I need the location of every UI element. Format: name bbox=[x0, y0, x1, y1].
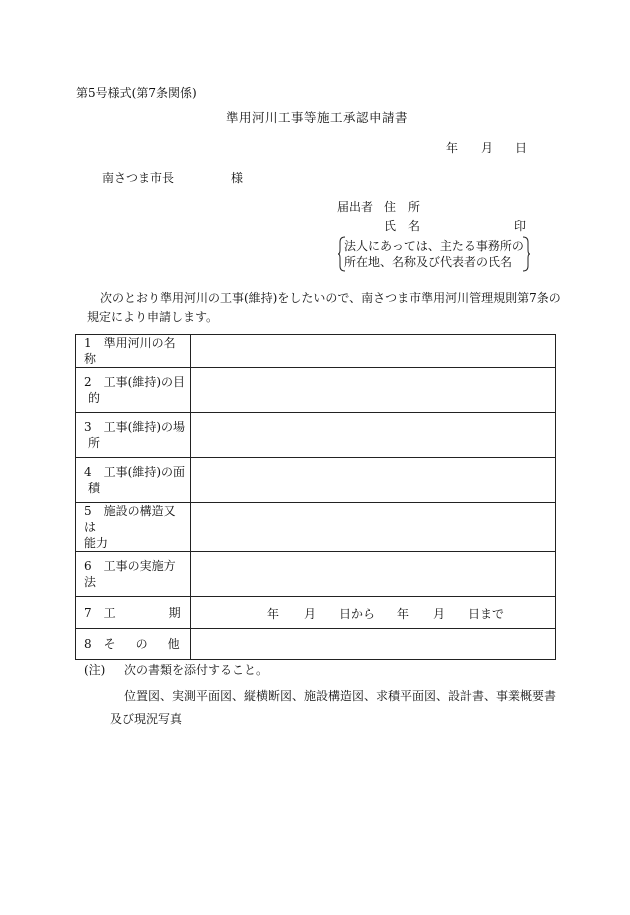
row-label-text-2: 期 bbox=[168, 605, 181, 620]
date-month-label: 月 bbox=[481, 141, 494, 155]
row-label bbox=[76, 458, 191, 503]
row-label-text-2: 他 bbox=[167, 637, 180, 651]
row-number: 7 bbox=[84, 605, 92, 620]
application-table bbox=[75, 334, 556, 660]
row-label bbox=[76, 552, 191, 597]
area-field[interactable] bbox=[191, 458, 556, 503]
table-row bbox=[76, 629, 556, 660]
row-number: 5 bbox=[84, 504, 92, 518]
row-label bbox=[76, 503, 191, 552]
table-row bbox=[76, 597, 556, 629]
table-row bbox=[76, 552, 556, 597]
method-field[interactable] bbox=[191, 552, 556, 597]
date-year-label: 年 bbox=[446, 141, 459, 155]
form-number: 第5号様式(第7条関係) bbox=[76, 86, 197, 100]
row-label-text: そ bbox=[103, 637, 116, 651]
period-to-month: 月 bbox=[433, 607, 446, 621]
row-number: 4 bbox=[84, 465, 92, 479]
body-text-line1: 次のとおり準用河川の工事(維持)をしたいので、南さつま市準用河川管理規則第7条の bbox=[100, 291, 561, 305]
addressee-honorific: 様 bbox=[231, 171, 244, 185]
table-row bbox=[76, 458, 556, 503]
row-label-text: 工事の実施方法 bbox=[84, 559, 176, 589]
name-label: 氏 名 bbox=[384, 219, 421, 233]
table-row bbox=[76, 413, 556, 458]
row-label-text: 工事(維持)の面 bbox=[103, 465, 186, 479]
notes-line3: 及び現況写真 bbox=[110, 712, 183, 726]
row-number: 2 bbox=[84, 375, 92, 389]
river-name-field[interactable] bbox=[191, 335, 556, 368]
row-label-text: 工事(維持)の目 bbox=[103, 375, 186, 389]
corporate-note-line2: 所在地、名称及び代表者の氏名 bbox=[344, 255, 513, 269]
row-label-text: 準用河川の名称 bbox=[84, 336, 176, 366]
purpose-field[interactable] bbox=[191, 368, 556, 413]
row-label bbox=[76, 335, 191, 368]
row-label-text-2: 積 bbox=[88, 481, 101, 495]
notes-line1: 次の書類を添付すること。 bbox=[124, 663, 269, 677]
row-label bbox=[76, 629, 191, 660]
row-label-text-2: 能力 bbox=[84, 536, 109, 550]
row-label-text-mid: の bbox=[135, 637, 148, 651]
row-label-text: 工事(維持)の場 bbox=[103, 420, 186, 434]
address-label: 住 所 bbox=[384, 200, 421, 214]
period-from-month: 月 bbox=[304, 607, 317, 621]
row-number: 8 bbox=[84, 637, 92, 651]
row-number: 6 bbox=[84, 559, 92, 573]
table-row bbox=[76, 335, 556, 368]
period-from-day: 日から bbox=[339, 607, 376, 621]
date-day-label: 日 bbox=[515, 141, 528, 155]
addressee-name: 南さつま市長 bbox=[102, 171, 175, 185]
other-field[interactable] bbox=[191, 629, 556, 660]
period-to-day: 日まで bbox=[468, 607, 505, 621]
notes-line2: 位置図、実測平面図、縦横断図、施設構造図、求積平面図、設計書、事業概要書 bbox=[124, 689, 557, 703]
notes-label: (注) bbox=[84, 663, 106, 677]
document-title: 準用河川工事等施工承認申請書 bbox=[226, 110, 409, 125]
location-field[interactable] bbox=[191, 413, 556, 458]
corporate-note-line1: 法人にあっては、主たる事務所の bbox=[344, 239, 524, 253]
structure-field[interactable] bbox=[191, 503, 556, 552]
table-row bbox=[76, 503, 556, 552]
period-to-year: 年 bbox=[397, 607, 410, 621]
row-label-text-2: 所 bbox=[88, 436, 101, 450]
row-label-text: 施設の構造又は bbox=[84, 504, 176, 534]
period-field[interactable] bbox=[191, 597, 556, 629]
row-number: 1 bbox=[84, 336, 92, 350]
row-label bbox=[76, 368, 191, 413]
period-from-year: 年 bbox=[267, 607, 280, 621]
row-number: 3 bbox=[84, 420, 92, 434]
body-text-line2: 規定により申請します。 bbox=[87, 310, 219, 324]
corporate-note bbox=[338, 236, 530, 272]
seal-mark: 印 bbox=[514, 219, 527, 233]
row-label-text: 工 bbox=[103, 605, 116, 620]
row-label-text-2: 的 bbox=[88, 391, 101, 405]
applicant-role: 届出者 bbox=[337, 200, 374, 214]
table-row bbox=[76, 368, 556, 413]
row-label bbox=[76, 597, 191, 629]
row-label bbox=[76, 413, 191, 458]
